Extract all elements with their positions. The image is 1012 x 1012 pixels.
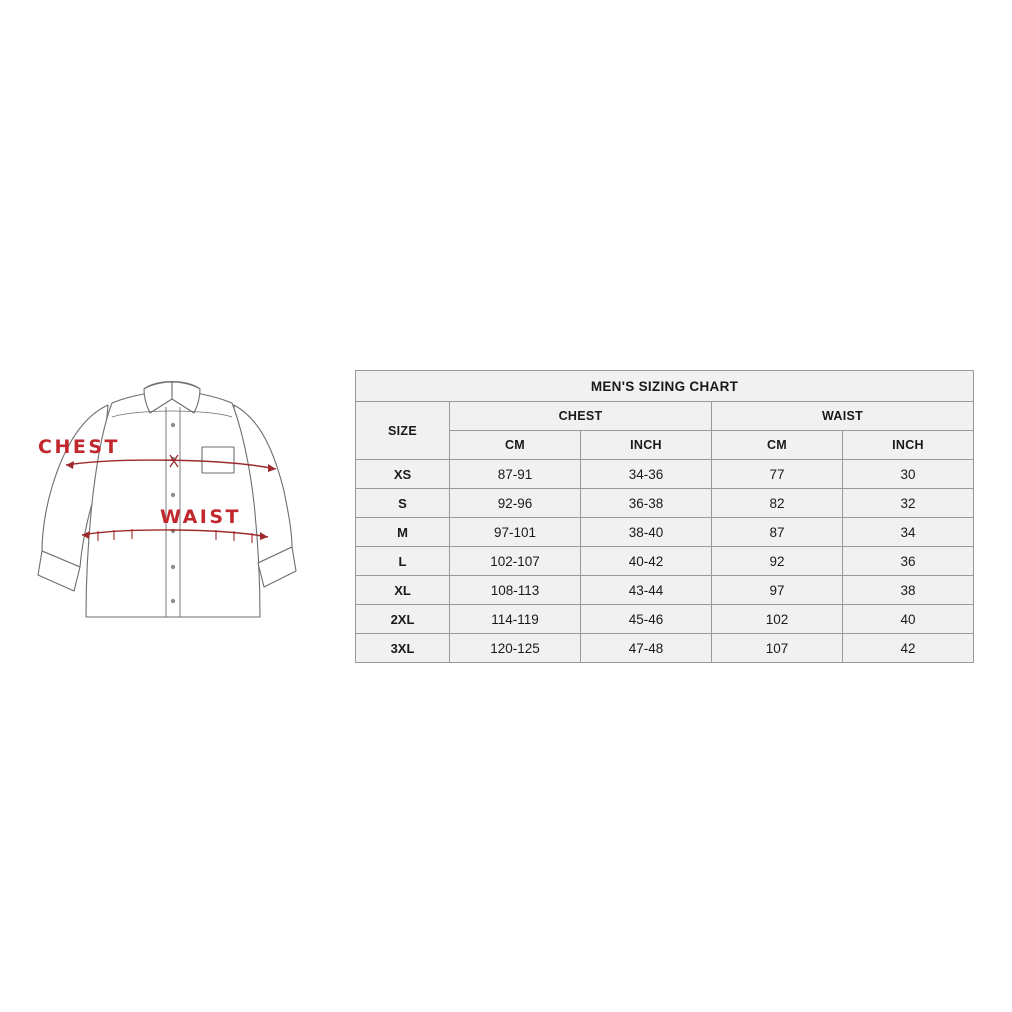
cell-waist-cm: 87 [712, 518, 843, 547]
cell-chest-cm: 120-125 [450, 634, 581, 663]
cell-waist-cm: 102 [712, 605, 843, 634]
shirt-body-group [38, 382, 296, 618]
cell-chest-inch: 34-36 [581, 460, 712, 489]
table-row [356, 634, 974, 663]
cell-size: XL [356, 576, 450, 605]
table-row [356, 576, 974, 605]
cell-chest-inch: 38-40 [581, 518, 712, 547]
cell-size: 2XL [356, 605, 450, 634]
cell-chest-cm: 102-107 [450, 547, 581, 576]
cell-size: XS [356, 460, 450, 489]
cell-chest-cm: 92-96 [450, 489, 581, 518]
table-row [356, 460, 974, 489]
cell-waist-cm: 77 [712, 460, 843, 489]
cell-waist-inch: 38 [843, 576, 974, 605]
button [171, 565, 175, 569]
cell-chest-inch: 36-38 [581, 489, 712, 518]
cell-size: M [356, 518, 450, 547]
table-title-row [356, 371, 974, 402]
table-row [356, 489, 974, 518]
column-header-waist-inch: INCH [843, 431, 974, 460]
cell-chest-cm: 87-91 [450, 460, 581, 489]
cell-waist-inch: 32 [843, 489, 974, 518]
cell-chest-cm: 108-113 [450, 576, 581, 605]
table-row [356, 605, 974, 634]
table-head [356, 371, 974, 460]
cell-waist-inch: 40 [843, 605, 974, 634]
cell-size: L [356, 547, 450, 576]
column-header-chest-inch: INCH [581, 431, 712, 460]
table-row [356, 518, 974, 547]
cell-chest-inch: 47-48 [581, 634, 712, 663]
cell-chest-inch: 43-44 [581, 576, 712, 605]
cell-chest-inch: 40-42 [581, 547, 712, 576]
cell-chest-cm: 97-101 [450, 518, 581, 547]
button [171, 599, 175, 603]
waist-annotation-label: WAIST [160, 506, 242, 528]
column-header-size: SIZE [356, 402, 450, 460]
table-title: MEN'S SIZING CHART [356, 371, 974, 402]
cell-waist-cm: 92 [712, 547, 843, 576]
cell-waist-inch: 36 [843, 547, 974, 576]
table-body [356, 460, 974, 663]
button [171, 493, 175, 497]
button [171, 423, 175, 427]
chest-annotation-label: CHEST [38, 436, 120, 458]
cell-waist-cm: 97 [712, 576, 843, 605]
table-row [356, 547, 974, 576]
cell-waist-inch: 30 [843, 460, 974, 489]
column-header-chest: CHEST [450, 402, 712, 431]
cell-waist-cm: 82 [712, 489, 843, 518]
cell-chest-cm: 114-119 [450, 605, 581, 634]
column-header-waist: WAIST [712, 402, 974, 431]
cell-size: S [356, 489, 450, 518]
cell-waist-inch: 34 [843, 518, 974, 547]
cell-waist-cm: 107 [712, 634, 843, 663]
cell-waist-inch: 42 [843, 634, 974, 663]
shirt-diagram-svg [20, 355, 330, 655]
cell-size: 3XL [356, 634, 450, 663]
group-header-row [356, 402, 974, 431]
mens-sizing-chart-table [355, 370, 974, 663]
column-header-waist-cm: CM [712, 431, 843, 460]
cell-chest-inch: 45-46 [581, 605, 712, 634]
chest-pocket [202, 447, 234, 473]
shirt-illustration [20, 355, 330, 655]
column-header-chest-cm: CM [450, 431, 581, 460]
